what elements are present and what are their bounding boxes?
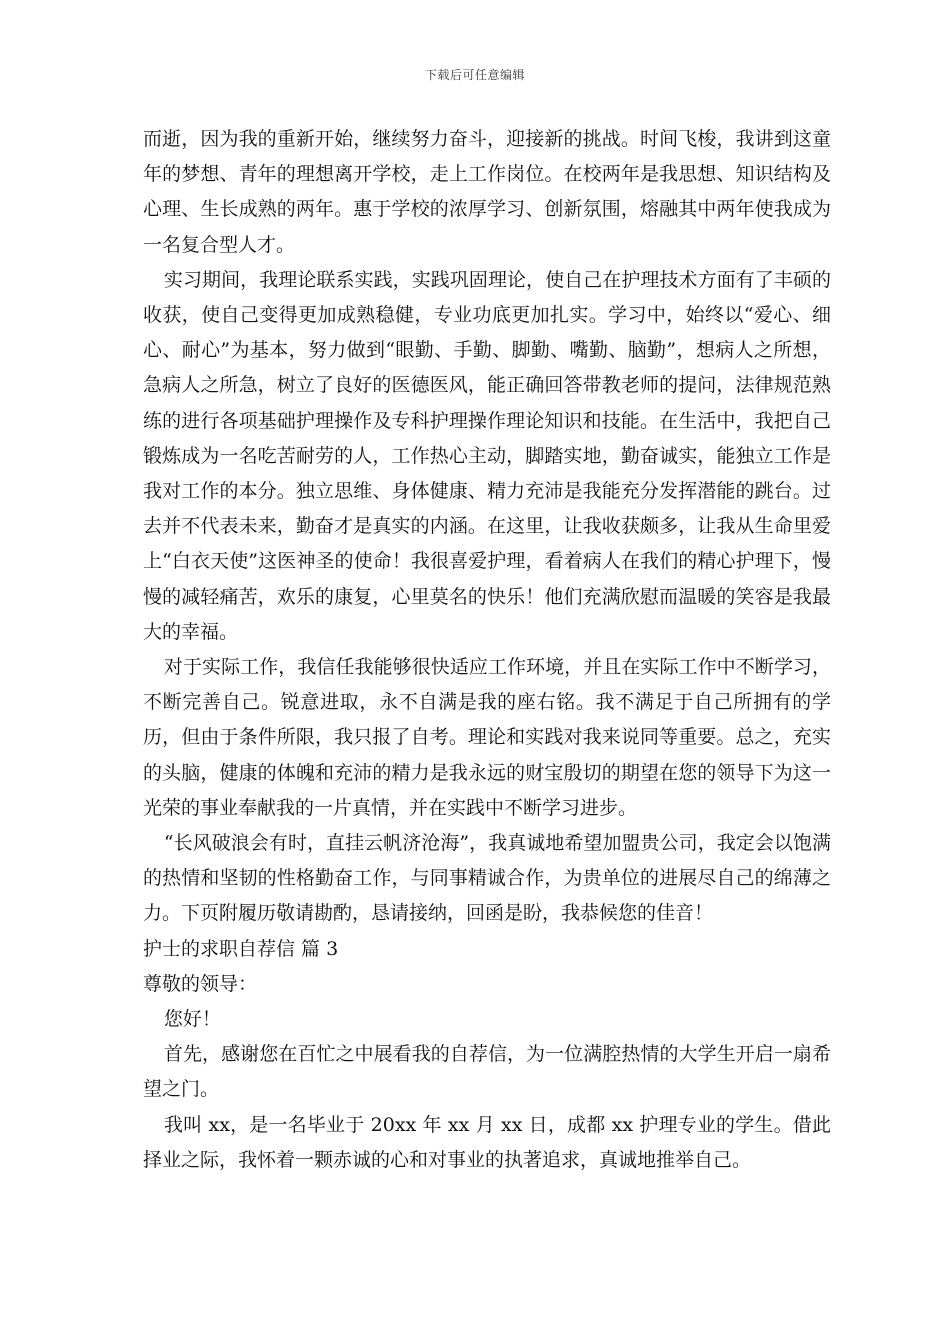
section-title: 护士的求职自荐信 篇 3: [143, 937, 339, 960]
paragraph-6: 我叫 xx，是一名毕业于 20xx 年 xx 月 xx 日，成都 xx 护理专业的学生。借此择业之际，我怀着一颗赤诚的心和对事业的执著追求，真诚地推举自己。: [143, 1113, 831, 1171]
paragraph-5: 首先，感谢您在百忙之中展看我的自荐信，为一位满腔热情的大学生开启一扇希望之门。: [143, 1043, 831, 1101]
paragraph-1: 而逝，因为我的重新开始，继续努力奋斗，迎接新的挑战。时间飞梭，我讲到这童年的梦想、青年的理想离开学校，走上工作岗位。在校两年是我思想、知识结构及心理、生长成熟的两年。惠于学校的浓厚学习、创新氛围，熔融其中两年使我成为一名复合型人才。: [143, 128, 831, 256]
paragraph-2: 实习期间，我理论联系实践，实践巩固理论，使自己在护理技术方面有了丰硕的收获，使自己变得更加成熟稳健，专业功底更加扎实。学习中，始终以“爱心、细心、耐心”为基本，努力做到“眼勤、手勤、脚勤、嘴勤、脑勤”，想病人之所想，急病人之所急，树立了良好的医德医风，能正确回答带教老师的提问，法律规范熟练的进行各项基础护理操作及专科护理操作理论知识和技能。在生活中，我把自己锻炼成为一名吃苦耐劳的人，工作热心主动，脚踏实地，勤奋诚实，能独立工作是我对工作的本分。独立思维、身体健康、精力充沛是我能充分发挥潜能的跳台。过去并不代表未来，勤奋才是真实的内涵。在这里，让我收获颇多，让我从生命里爱上“白衣天使”这医神圣的使命！我很喜爱护理，看着病人在我们的精心护理下，慢慢的减轻痛苦，欢乐的康复，心里莫名的快乐！他们充满欣慰而温暖的笑容是我最大的幸福。: [143, 268, 831, 643]
paragraph-3: 对于实际工作，我信任我能够很快适应工作环境，并且在实际工作中不断学习，不断完善自己。锐意进取，永不自满是我的座右铭。我不满足于自己所拥有的学历，但由于条件所限，我只报了自考。理论和实践对我来说同等重要。总之，充实的头脑，健康的体魄和充沛的精力是我永远的财宝殷切的期望在您的领导下为这一光荣的事业奉献我的一片真情，并在实践中不断学习进步。: [143, 656, 831, 819]
greeting: 您好！: [163, 1008, 221, 1031]
paragraph-4: “长风破浪会有时，直挂云帆济沧海”，我真诚地希望加盟贵公司，我定会以饱满的热情和坚韧的性格勤奋工作，与同事精诚合作，为贵单位的进展尽自己的绵薄之力。下页附履历敬请勘酌，恳请接纳，回函是盼，我恭候您的佳音！: [143, 832, 831, 925]
document-body: [143, 122, 831, 1178]
header-note: 下载后可任意编辑: [424, 68, 525, 82]
salutation: 尊敬的领导：: [143, 972, 258, 995]
